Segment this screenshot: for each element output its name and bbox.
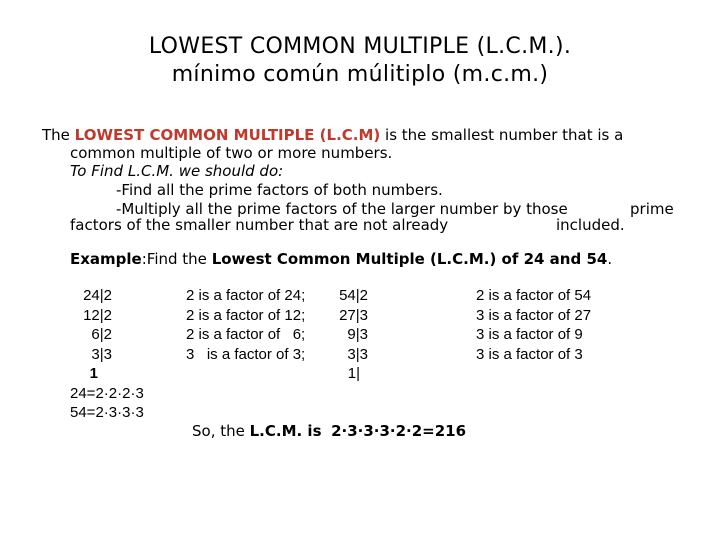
note-24: 2 is a factor of 6; [186,326,306,343]
conclusion-line [192,422,466,440]
conclusion-prefix: So, the [192,422,250,440]
note-24: 2 is a factor of 12; [186,306,306,324]
factor-54-row: 54|2 [339,287,368,304]
example-label: Example [70,250,142,268]
note-54: 3 is a factor of 9 [476,326,583,343]
factor-54-result: 54=2·3·3·3 [70,404,144,421]
step-1: -Find all the prime factors of both numbers. [116,181,443,199]
example-end: . [607,250,613,268]
example-line [70,250,612,268]
page-subtitle: mínimo común múlitiplo (m.c.m.) [171,62,549,87]
factor-54-row: 3|3 [347,345,368,363]
note-54: 3 is a factor of 3 [476,345,583,363]
notes-54-column [476,286,591,364]
note-24: 3 is a factor of 3; [186,345,306,363]
definition-prefix: The [42,126,75,144]
factor-24-row: 24|2 [83,287,112,304]
factor-24-row: 6|2 [91,326,112,343]
conclusion-term: L.C.M. is [249,422,322,440]
step-2-part-b: prime [630,200,674,218]
factor-54-row: 27|3 [339,306,368,324]
factor-54-row: 9|3 [347,326,368,343]
factor-24-results [70,384,144,423]
to-find-heading: To Find L.C.M. we should do: [70,162,284,180]
notes-24-column [186,286,305,364]
example-text: :Find the [141,250,212,268]
step-2-part-d: included. [556,216,625,234]
definition-rest-1: is the smallest number that is a [380,126,624,144]
step-2-part-a: -Multiply all the prime factors of the larger number by those [116,200,568,218]
step-2-part-c: factors of the smaller number that are not already [70,216,449,234]
factor-54-column [316,286,368,384]
factor-54-row: 1| [347,365,360,382]
definition-line-1 [42,126,623,144]
factor-24-result: 24=2·2·2·3 [70,384,144,402]
factor-24-row: 1 [89,365,98,382]
note-24: 2 is a factor of 24; [186,287,306,304]
example-term: Lowest Common Multiple (L.C.M.) of 24 and 54 [211,250,608,268]
factor-24-row: 3|3 [91,345,112,363]
page-title: LOWEST COMMON MULTIPLE (L.C.M.). [148,34,572,59]
factor-24-row: 12|2 [83,306,112,324]
definition-term: LOWEST COMMON MULTIPLE (L.C.M) [74,126,381,144]
definition-line-2: common multiple of two or more numbers. [70,144,393,162]
note-54: 2 is a factor of 54 [476,287,592,304]
factor-24-column [60,286,112,384]
conclusion-value: 2·3·3·3·2·2=216 [331,422,467,440]
note-54: 3 is a factor of 27 [476,306,592,324]
